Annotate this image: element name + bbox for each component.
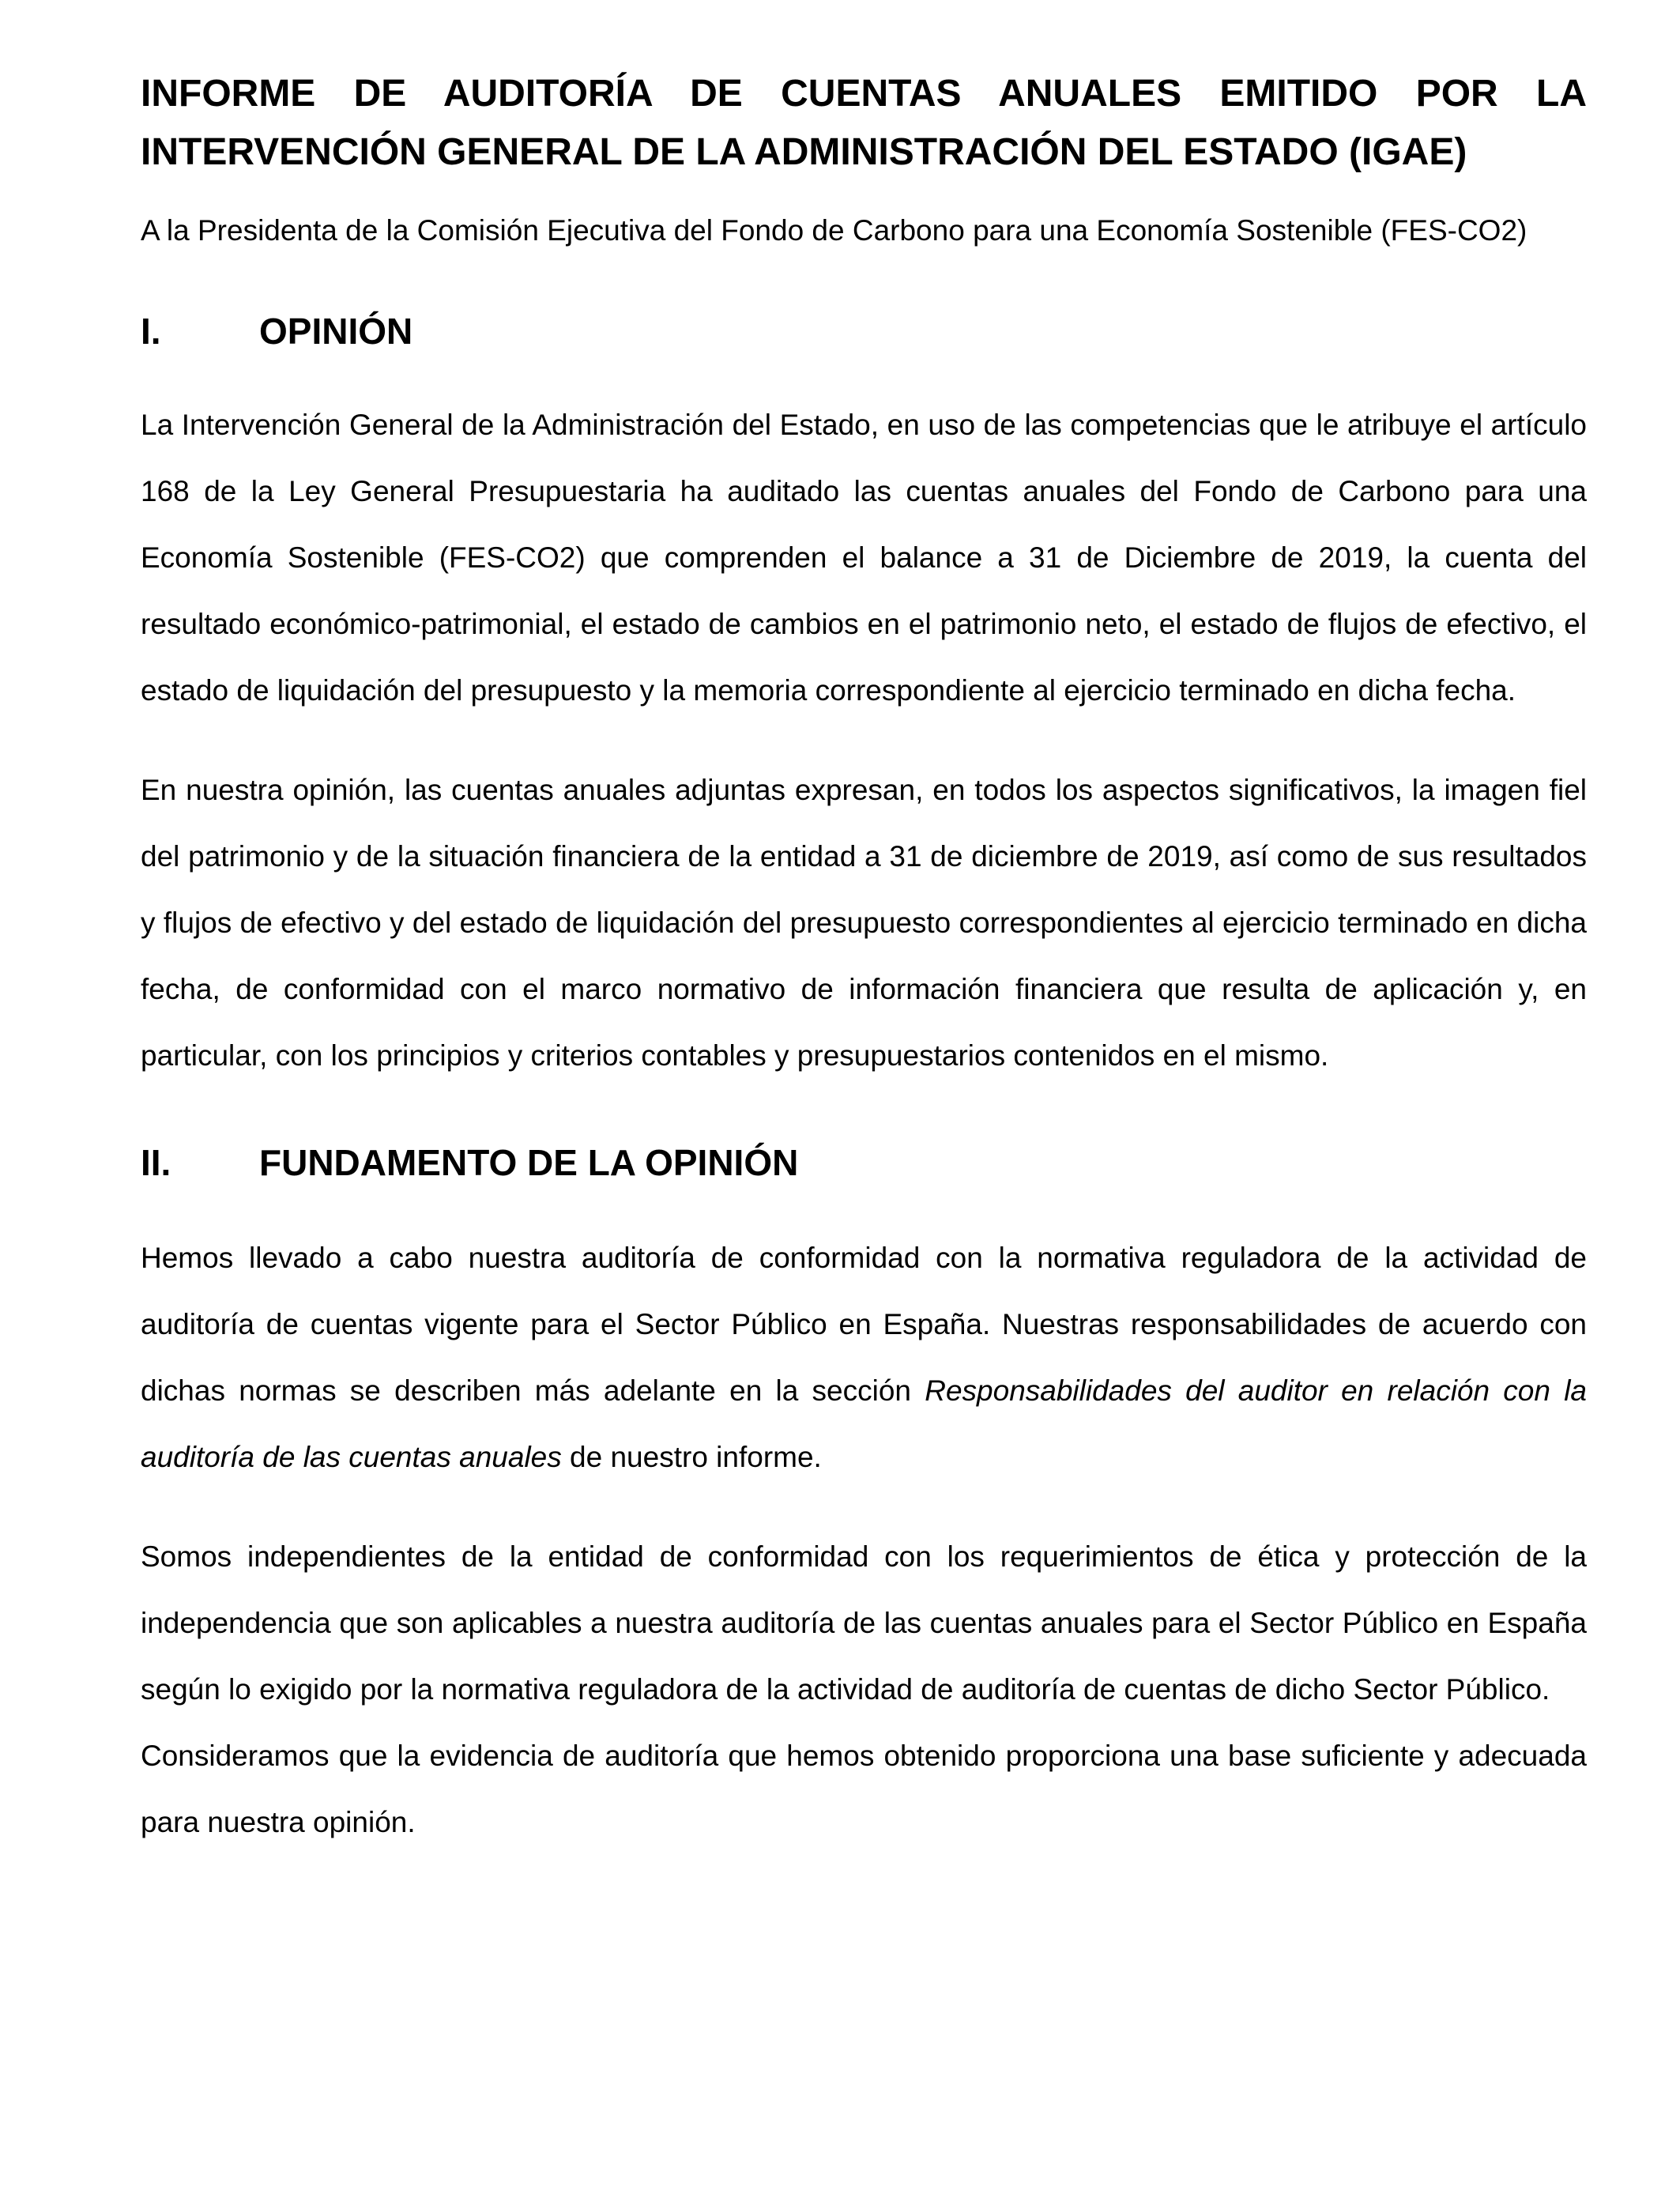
- paragraph-opinion-statement: En nuestra opinión, las cuentas anuales adjuntas expresan, en todos los aspectos significativos, la imagen fiel del patrimonio y de la situación financiera de la entidad a 31 de diciembre de 2019, así como de sus resultados y flujos de efectivo y del estado de liquidación del presupuesto correspondientes al ejercicio terminado en dicha fecha, de conformidad con el marco normativo de información financiera que resulta de aplicación y, en particular, con los principios y criterios contables y presupuestarios contenidos en el mismo.: [141, 774, 1587, 1072]
- section-number: II.: [141, 1142, 171, 1183]
- document-page: [141, 65, 1587, 1856]
- section-heading-opinion: [141, 303, 1587, 359]
- section-title: FUNDAMENTO DE LA OPINIÓN: [259, 1142, 799, 1183]
- section-reference: Responsabilidades del auditor en relación con la auditoría de las cuentas anuales: [141, 1374, 1587, 1473]
- paragraph-basis-evidence: Consideramos que la evidencia de auditoría que hemos obtenido proporciona una base suficiente y adecuada para nuestra opinión.: [141, 1740, 1587, 1838]
- report-title: INFORME DE AUDITORÍA DE CUENTAS ANUALES EMITIDO POR LA INTERVENCIÓN GENERAL DE LA ADMINISTRACIÓN DEL ESTADO (IGAE): [141, 73, 1587, 173]
- addressee: A la Presidenta de la Comisión Ejecutiva del Fondo de Carbono para una Economía Sostenible (FES-CO2): [141, 214, 1527, 247]
- paragraph-text: de nuestro informe.: [561, 1441, 822, 1473]
- paragraph-basis-independence: Somos independientes de la entidad de conformidad con los requerimientos de ética y protección de la independencia que son aplicables a nuestra auditoría de las cuentas anuales para el Sector Público en España según lo exigido por la normativa reguladora de la actividad de auditoría de cuentas de dicho Sector Público.: [141, 1540, 1587, 1706]
- section-heading-basis: [141, 1135, 1587, 1190]
- paragraph-text: Hemos llevado a cabo nuestra auditoría de conformidad con la normativa reguladora de la actividad de auditoría de cuentas vigente para el Sector Público en España. Nuestras responsabilidades de acuerdo con dichas normas se describen más adelante en la sección: [141, 1242, 1587, 1407]
- paragraph-basis-standards: [141, 1225, 1587, 1491]
- section-title: OPINIÓN: [259, 311, 413, 352]
- paragraph-opinion-scope: La Intervención General de la Administración del Estado, en uso de las competencias que le atribuye el artículo 168 de la Ley General Presupuestaria ha auditado las cuentas anuales del Fondo de Carbono para una Economía Sostenible (FES-CO2) que comprenden el balance a 31 de Diciembre de 2019, la cuenta del resultado económico-patrimonial, el estado de cambios en el patrimonio neto, el estado de flujos de efectivo, el estado de liquidación del presupuesto y la memoria correspondiente al ejercicio terminado en dicha fecha.: [141, 409, 1587, 707]
- section-number: I.: [141, 311, 161, 352]
